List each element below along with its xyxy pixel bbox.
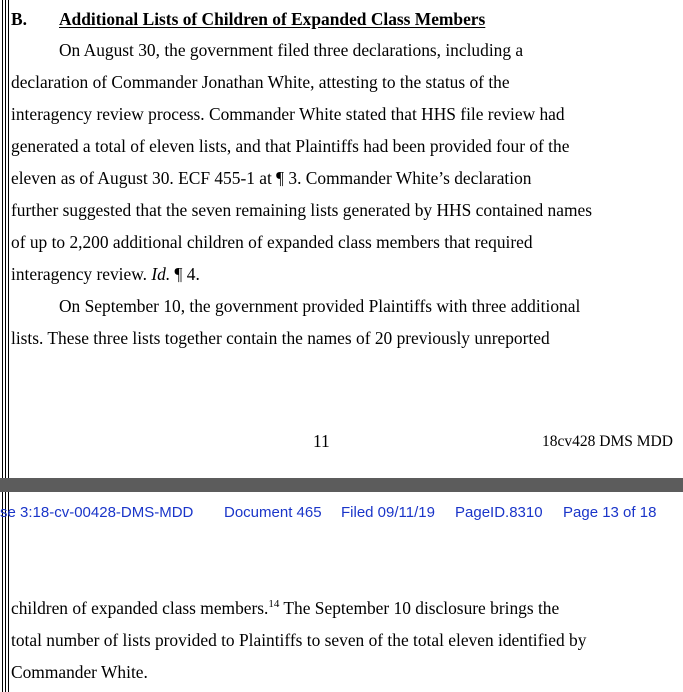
margin-rule	[5, 0, 6, 478]
text-run: children of expanded class members.	[11, 598, 269, 618]
text-line	[11, 264, 200, 284]
page-separator	[0, 478, 683, 492]
section-title: Additional Lists of Children of Expanded Class Members	[59, 9, 486, 29]
margin-rule	[2, 0, 3, 478]
text-line: declaration of Commander Jonathan White, attesting to the status of the	[11, 72, 510, 92]
stamp-document: Document 465	[224, 504, 322, 521]
text-line: interagency review process. Commander White stated that HHS file review had	[11, 104, 565, 124]
margin-rule	[5, 492, 6, 692]
text-run: ¶ 4.	[170, 264, 200, 284]
page-number: 11	[313, 431, 330, 451]
text-line	[11, 598, 559, 618]
citation: Id.	[151, 264, 171, 284]
text-line: total number of lists provided to Plaintiffs to seven of the total eleven identified by	[11, 630, 587, 650]
text-line: Commander White.	[11, 662, 148, 682]
margin-rule	[8, 492, 9, 692]
document-page-lower	[0, 492, 683, 692]
text-line: further suggested that the seven remaining lists generated by HHS contained names	[11, 200, 592, 220]
margin-rule	[8, 0, 9, 478]
case-code: 18cv428 DMS MDD	[542, 433, 673, 450]
text-run: The September 10 disclosure brings the	[279, 598, 560, 618]
stamp-page-count: Page 13 of 18	[563, 504, 657, 521]
stamp-case-number: se 3:18-cv-00428-DMS-MDD	[0, 504, 194, 521]
section-label: B.	[11, 9, 27, 29]
margin-rule	[2, 492, 3, 692]
stamp-page-id: PageID.8310	[455, 504, 543, 521]
stamp-filed-date: Filed 09/11/19	[341, 504, 435, 521]
text-run: interagency review.	[11, 264, 152, 284]
text-line: lists. These three lists together contain the names of 20 previously unreported	[11, 328, 550, 348]
footnote-marker[interactable]: 14	[268, 598, 280, 611]
text-line: eleven as of August 30. ECF 455-1 at ¶ 3. Commander White’s declaration	[11, 168, 532, 188]
text-line: generated a total of eleven lists, and that Plaintiffs had been provided four of the	[11, 136, 570, 156]
text-line: of up to 2,200 additional children of expanded class members that required	[11, 232, 533, 252]
text-line: On September 10, the government provided Plaintiffs with three additional	[59, 296, 581, 316]
text-line: On August 30, the government filed three declarations, including a	[59, 40, 524, 60]
